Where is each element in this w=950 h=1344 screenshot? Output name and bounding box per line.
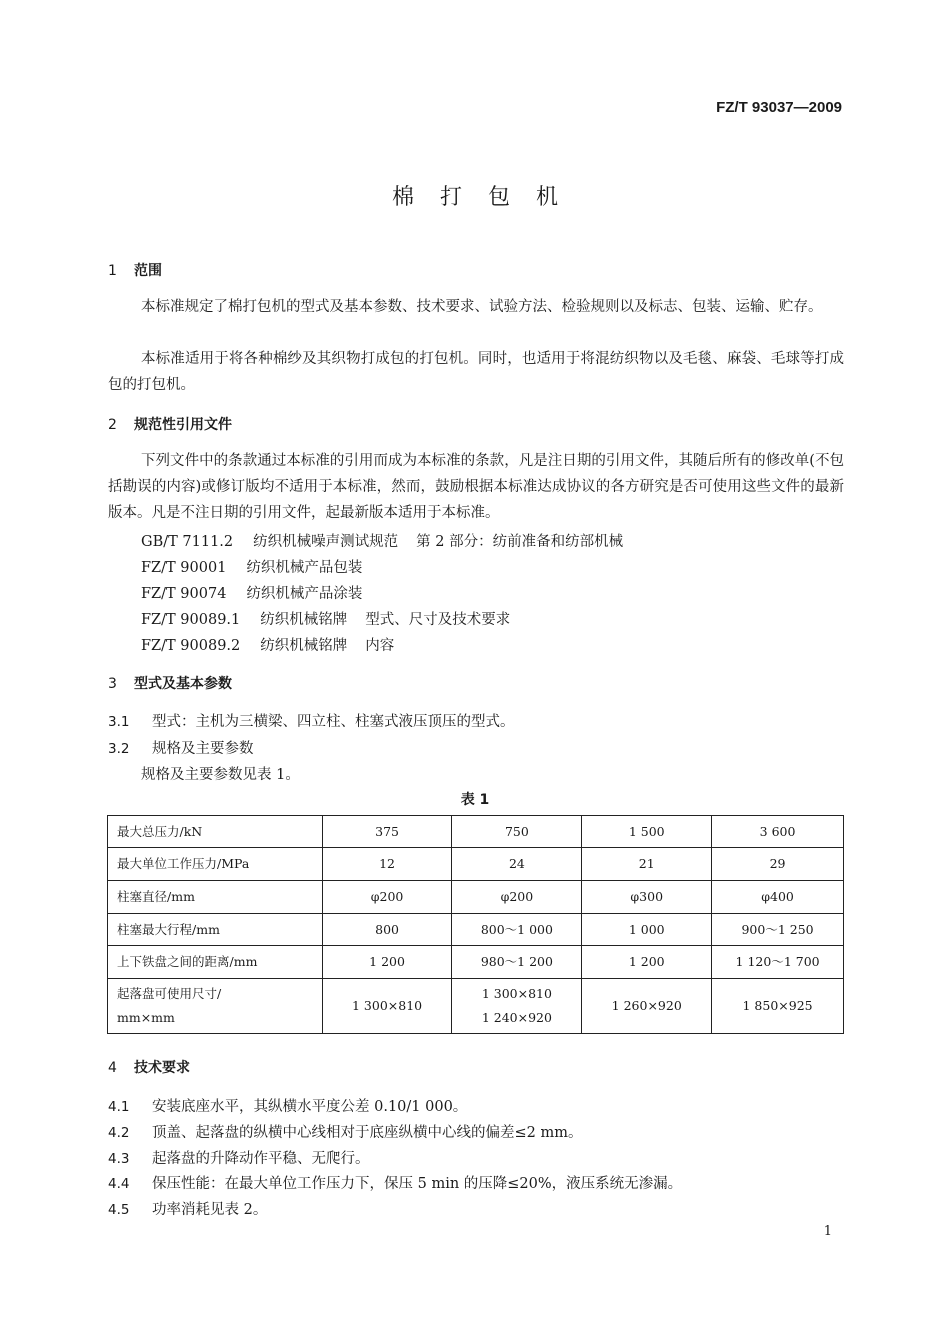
row-label: 最大单位工作压力/MPa <box>108 848 323 881</box>
table-row <box>108 816 844 848</box>
table-row <box>108 946 844 979</box>
standard-code: FZ/T 93037—2009 <box>716 99 842 116</box>
table-cell: 3 600 <box>712 816 844 848</box>
reference-title: 纺织机械铭牌 <box>260 638 348 654</box>
section-title: 技术要求 <box>134 1060 190 1076</box>
section-number: 4 <box>108 1060 117 1076</box>
section-3-heading <box>108 673 232 693</box>
section-number: 1 <box>108 263 117 279</box>
reference-title: 纺织机械产品包装 <box>246 560 363 576</box>
clause-number: 4.1 <box>108 1099 130 1115</box>
clause-text: 安装底座水平，其纵横水平度公差 0.10/1 000。 <box>152 1099 468 1115</box>
paragraph: 本标准规定了棉打包机的型式及基本参数、技术要求、试验方法、检验规则以及标志、包装、运输、贮存。 <box>141 299 823 315</box>
clause-number: 3.2 <box>108 741 130 757</box>
section-4-heading <box>108 1057 190 1077</box>
table-cell: 800～1 000 <box>452 914 582 946</box>
spec-table <box>107 815 844 1034</box>
clause-text: 保压性能：在最大单位工作压力下，保压 5 min 的压降≤20%，液压系统无渗漏。 <box>152 1176 683 1192</box>
page-number: 1 <box>823 1224 832 1239</box>
reference-code: FZ/T 90074 <box>141 586 227 602</box>
table-cell: 1 300×810 <box>322 979 452 1034</box>
clause-number: 4.2 <box>108 1125 130 1141</box>
clause-text: 顶盖、起落盘的纵横中心线相对于底座纵横中心线的偏差≤2 mm。 <box>152 1125 583 1141</box>
table-row <box>108 979 844 1034</box>
row-label-line: 起落盘可使用尺寸/ <box>117 986 222 1001</box>
table-cell: φ200 <box>452 881 582 914</box>
reference-item <box>141 530 623 551</box>
clause-4-2 <box>108 1121 582 1142</box>
section-1-heading <box>108 260 162 280</box>
clause-number: 4.4 <box>108 1176 130 1192</box>
table-cell: 1 200 <box>582 946 712 979</box>
clause-3-2 <box>108 737 254 758</box>
clause-4-1 <box>108 1095 467 1116</box>
reference-code: GB/T 7111.2 <box>141 534 234 550</box>
table-cell: 1 260×920 <box>582 979 712 1034</box>
clause-text: 起落盘的升降动作平稳、无爬行。 <box>152 1151 370 1167</box>
reference-title: 纺织机械噪声测试规范 <box>253 534 399 550</box>
table-cell: 980～1 200 <box>452 946 582 979</box>
row-label: 柱塞直径/mm <box>108 881 323 914</box>
section-title: 规范性引用文件 <box>134 417 232 433</box>
reference-item <box>141 582 362 603</box>
table-cell: 750 <box>452 816 582 848</box>
reference-item <box>141 608 510 629</box>
row-label: 柱塞最大行程/mm <box>108 914 323 946</box>
paragraph: 本标准适用于将各种棉纱及其织物打成包的打包机。同时，也适用于将混纺织物以及毛毯、麻袋、毛球等打成包的打包机。 <box>108 351 844 393</box>
reference-item <box>141 634 394 655</box>
clause-number: 4.5 <box>108 1202 130 1218</box>
reference-part: 第 2 部分：纺前准备和纺部机械 <box>416 534 624 550</box>
table-cell: 1 000 <box>582 914 712 946</box>
clause-text: 功率消耗见表 2。 <box>152 1202 268 1218</box>
reference-title: 纺织机械铭牌 <box>260 612 348 628</box>
document-title: 棉打包机 <box>391 185 584 210</box>
clause-number: 3.1 <box>108 714 130 730</box>
table-cell: 1 200 <box>322 946 452 979</box>
clause-4-5 <box>108 1198 267 1219</box>
clause-4-3 <box>108 1147 370 1168</box>
reference-part: 内容 <box>365 638 395 654</box>
row-label-line: mm×mm <box>117 1010 175 1025</box>
row-label: 最大总压力/kN <box>108 816 323 848</box>
reference-code: FZ/T 90001 <box>141 560 227 576</box>
reference-part: 型式、尺寸及技术要求 <box>365 612 511 628</box>
cell-line: 1 240×920 <box>481 1010 552 1025</box>
table-row <box>108 914 844 946</box>
reference-item <box>141 556 362 577</box>
section-number: 2 <box>108 417 117 433</box>
table-cell: φ200 <box>322 881 452 914</box>
table-cell: φ300 <box>582 881 712 914</box>
reference-code: FZ/T 90089.2 <box>141 638 241 654</box>
section-title: 型式及基本参数 <box>134 676 232 692</box>
clause-3-2-note: 规格及主要参数见表 1。 <box>141 767 300 783</box>
table-cell <box>452 979 582 1034</box>
table-caption: 表 1 <box>460 792 490 808</box>
clause-text: 规格及主要参数 <box>152 741 254 757</box>
table-cell: 1 120～1 700 <box>712 946 844 979</box>
table-cell: φ400 <box>712 881 844 914</box>
table-cell: 24 <box>452 848 582 881</box>
reference-title: 纺织机械产品涂装 <box>246 586 363 602</box>
cell-line: 1 300×810 <box>481 986 552 1001</box>
clause-number: 4.3 <box>108 1151 130 1167</box>
table-cell: 12 <box>322 848 452 881</box>
table-cell: 375 <box>322 816 452 848</box>
table-cell: 800 <box>322 914 452 946</box>
table-cell: 1 500 <box>582 816 712 848</box>
table-row <box>108 881 844 914</box>
paragraph: 下列文件中的条款通过本标准的引用而成为本标准的条款，凡是注日期的引用文件，其随后所有的修改单(不包括勘误的内容)或修订版均不适用于本标准，然而，鼓励根据本标准达成协议的各方研究是否可使用这些文件的最新版本。凡是不注日期的引用文件，起最新版本适用于本标准。 <box>108 453 844 521</box>
table-cell: 1 850×925 <box>712 979 844 1034</box>
clause-text: 型式：主机为三横梁、四立柱、柱塞式液压顶压的型式。 <box>152 714 515 730</box>
section-title: 范围 <box>134 263 162 279</box>
clause-3-1 <box>108 710 515 731</box>
section-number: 3 <box>108 676 117 692</box>
reference-code: FZ/T 90089.1 <box>141 612 241 628</box>
table-row <box>108 848 844 881</box>
table-cell: 21 <box>582 848 712 881</box>
clause-4-4 <box>108 1172 682 1193</box>
row-label: 上下铁盘之间的距离/mm <box>108 946 323 979</box>
table-cell: 900～1 250 <box>712 914 844 946</box>
section-2-heading <box>108 414 232 434</box>
table-cell: 29 <box>712 848 844 881</box>
row-label <box>108 979 323 1034</box>
